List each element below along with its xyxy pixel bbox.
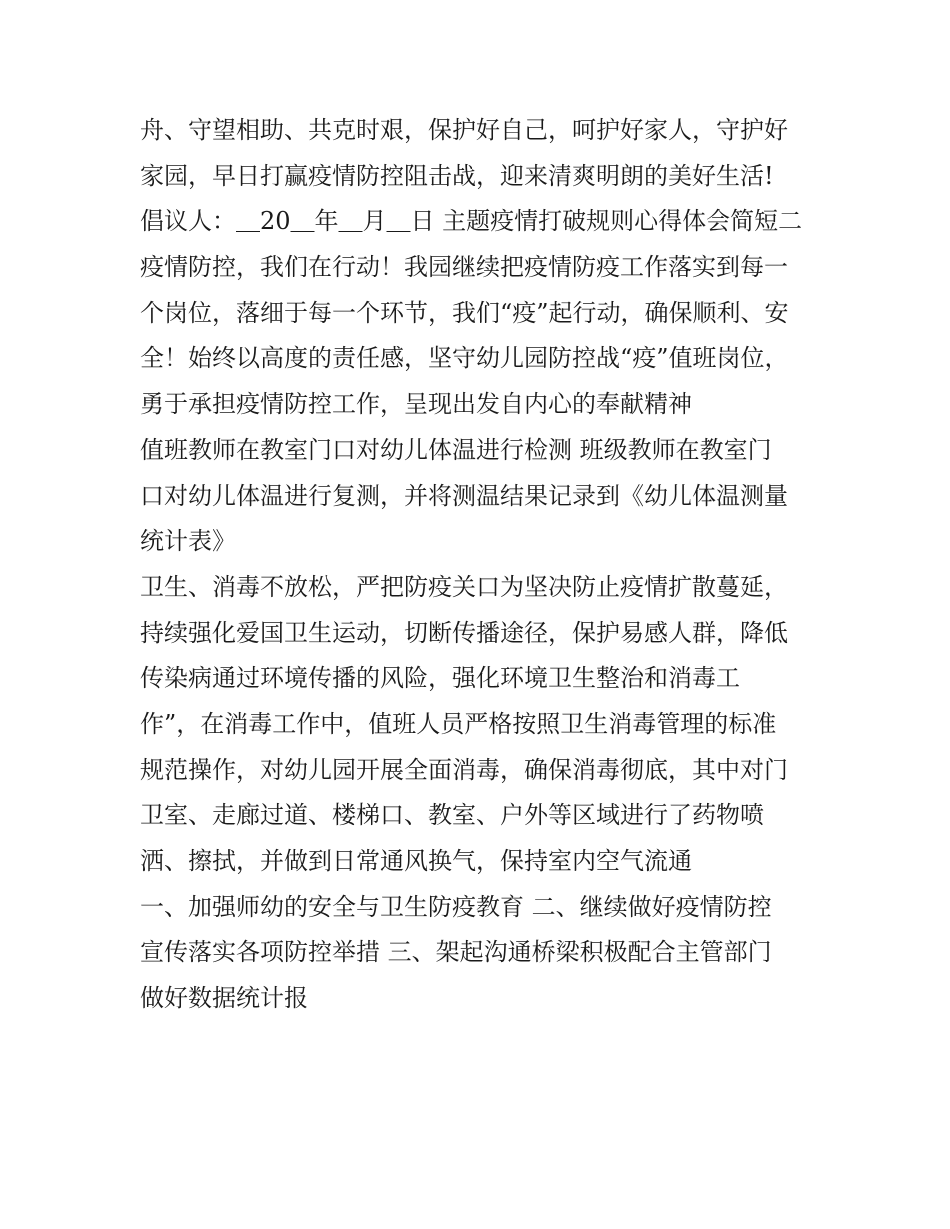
text-line: 作”，在消毒工作中，值班人员严格按照卫生消毒管理的标准	[140, 709, 777, 738]
text-line: 值班教师在教室门口对幼儿体温进行检测 班级教师在教室门	[140, 435, 772, 464]
text-line: 疫情防控，我们在行动！我园继续把疫情防疫工作落实到每一	[140, 253, 788, 282]
text-line: 规范操作，对幼儿园开展全面消毒，确保消毒彻底，其中对门	[140, 755, 788, 784]
text-line: 洒、擦拭，并做到日常通风换气，保持室内空气流通	[140, 847, 692, 875]
text-line: 个岗位，落细于每一个环节，我们“疫”起行动，确保顺利、安	[140, 298, 789, 327]
text-line: 全！始终以高度的责任感，坚守幼儿园防控战“疫”值班岗位，	[140, 344, 789, 373]
text-line: 一、加强师幼的安全与卫生防疫教育 二、继续做好疫情防控	[140, 892, 772, 921]
text-line: 勇于承担疫情防控工作，呈现出发自内心的奉献精神	[140, 390, 692, 419]
text-line: 口对幼儿体温进行复测，并将测温结果记录到《幼儿体温测量	[140, 481, 788, 510]
document-body	[140, 108, 820, 1022]
text-line: 倡议人：＿20＿年＿月＿日 主题疫情打破规则心得体会简短二	[140, 207, 803, 236]
text-line: 卫室、走廊过道、楼梯口、教室、户外等区域进行了药物喷	[140, 801, 764, 830]
text-line: 舟、守望相助、共克时艰，保护好自己，呵护好家人，守护好	[140, 116, 788, 144]
text-line: 卫生、消毒不放松，严把防疫关口为坚决防止疫情扩散蔓延，	[140, 572, 788, 601]
text-line: 做好数据统计报	[140, 984, 308, 1013]
text-line: 家园，早日打赢疫情防控阻击战，迎来清爽明朗的美好生活!	[140, 161, 774, 190]
text-line: 统计表》	[140, 527, 236, 556]
text-line: 持续强化爱国卫生运动，切断传播途径，保护易感人群，降低	[140, 618, 788, 647]
text-line: 宣传落实各项防控举措 三、架起沟通桥梁积极配合主管部门	[140, 938, 772, 967]
text-line: 传染病通过环境传播的风险，强化环境卫生整治和消毒工	[140, 664, 740, 693]
